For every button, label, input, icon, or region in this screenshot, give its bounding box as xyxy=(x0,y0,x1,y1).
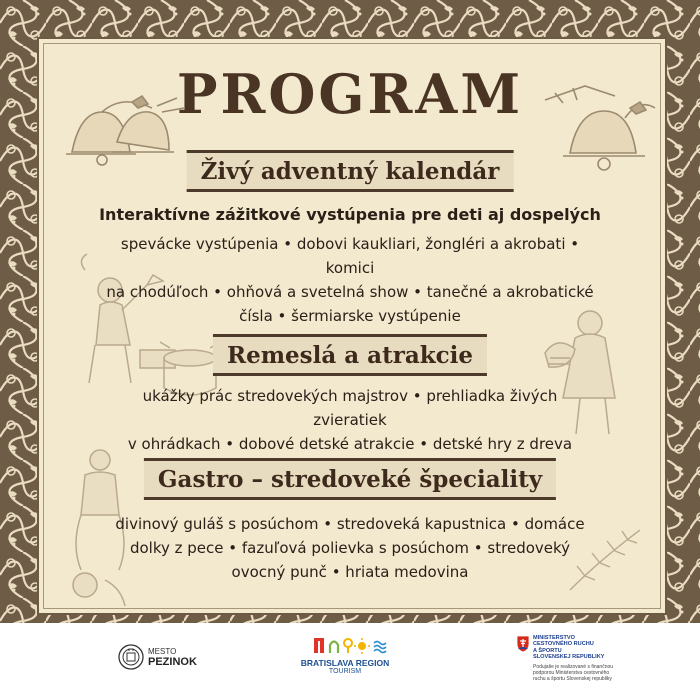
pezinok-line1: MESTO xyxy=(148,647,177,656)
section-heading-advent xyxy=(187,150,514,192)
pezinok-crest-icon xyxy=(118,641,144,673)
body-line: čísla • šermiarske vystúpenie xyxy=(239,307,461,325)
ministry-logo xyxy=(516,635,613,682)
page-title: PROGRAM xyxy=(176,62,524,126)
pezinok-logo xyxy=(118,641,197,673)
section-advent-lead: Interaktívne zážitkové vystúpenia pre deti aj dospelých xyxy=(99,205,601,224)
ministry-line-1: MINISTERSTVO xyxy=(533,635,575,641)
slovak-coat-of-arms-icon xyxy=(516,635,530,653)
body-line: divinový guláš s posúchom • stredoveká kapustnica • domáce xyxy=(115,515,585,533)
section-heading-advent-text: Živý adventný kalendár xyxy=(200,158,500,185)
section-gastro-body xyxy=(105,512,595,584)
body-line: na chodúľoch • ohňová a svetelná show • tanečné a akrobatické xyxy=(106,283,594,301)
ministry-note-1: Podujatie je realizované s finančnou xyxy=(533,663,614,670)
bratislava-line1: BRATISLAVA REGION xyxy=(300,658,390,668)
bratislava-line2: TOURISM xyxy=(328,668,362,675)
ministry-line-3: A ŠPORTU xyxy=(533,647,562,654)
ministry-note-2: podporou Ministerstva cestovného xyxy=(533,669,610,676)
body-line: ukážky prác stredovekých majstrov • prehliadka živých zvieratiek xyxy=(142,387,558,429)
section-heading-crafts xyxy=(213,334,487,376)
section-advent-body xyxy=(105,232,595,328)
ministry-line-2: CESTOVNÉHO RUCHU xyxy=(533,641,594,648)
pezinok-line2: PEZINOK xyxy=(148,656,197,668)
bratislava-region-logo xyxy=(300,635,390,675)
ministry-note-3: ruchu a športu Slovenskej republiky xyxy=(533,675,612,682)
section-crafts-body xyxy=(105,384,595,456)
body-line: spevácke vystúpenia • dobovi kaukliari, žongléri a akrobati • komici xyxy=(120,235,580,277)
ministry-line-4: SLOVENSKEJ REPUBLIKY xyxy=(533,654,605,661)
section-heading-crafts-text: Remeslá a atrakcie xyxy=(226,342,474,369)
footer-logos xyxy=(0,623,700,700)
section-heading-gastro xyxy=(144,458,556,500)
section-heading-gastro-text: Gastro – stredoveké špeciality xyxy=(157,466,543,493)
body-line: dolky z pece • fazuľová polievka s posúchom • stredoveký xyxy=(129,539,571,557)
bratislava-region-icons xyxy=(300,635,390,657)
body-line: ovocný punč • hriata medovina xyxy=(231,563,469,581)
body-line: v ohrádkach • dobové detské atrakcie • detské hry z dreva xyxy=(127,435,573,453)
